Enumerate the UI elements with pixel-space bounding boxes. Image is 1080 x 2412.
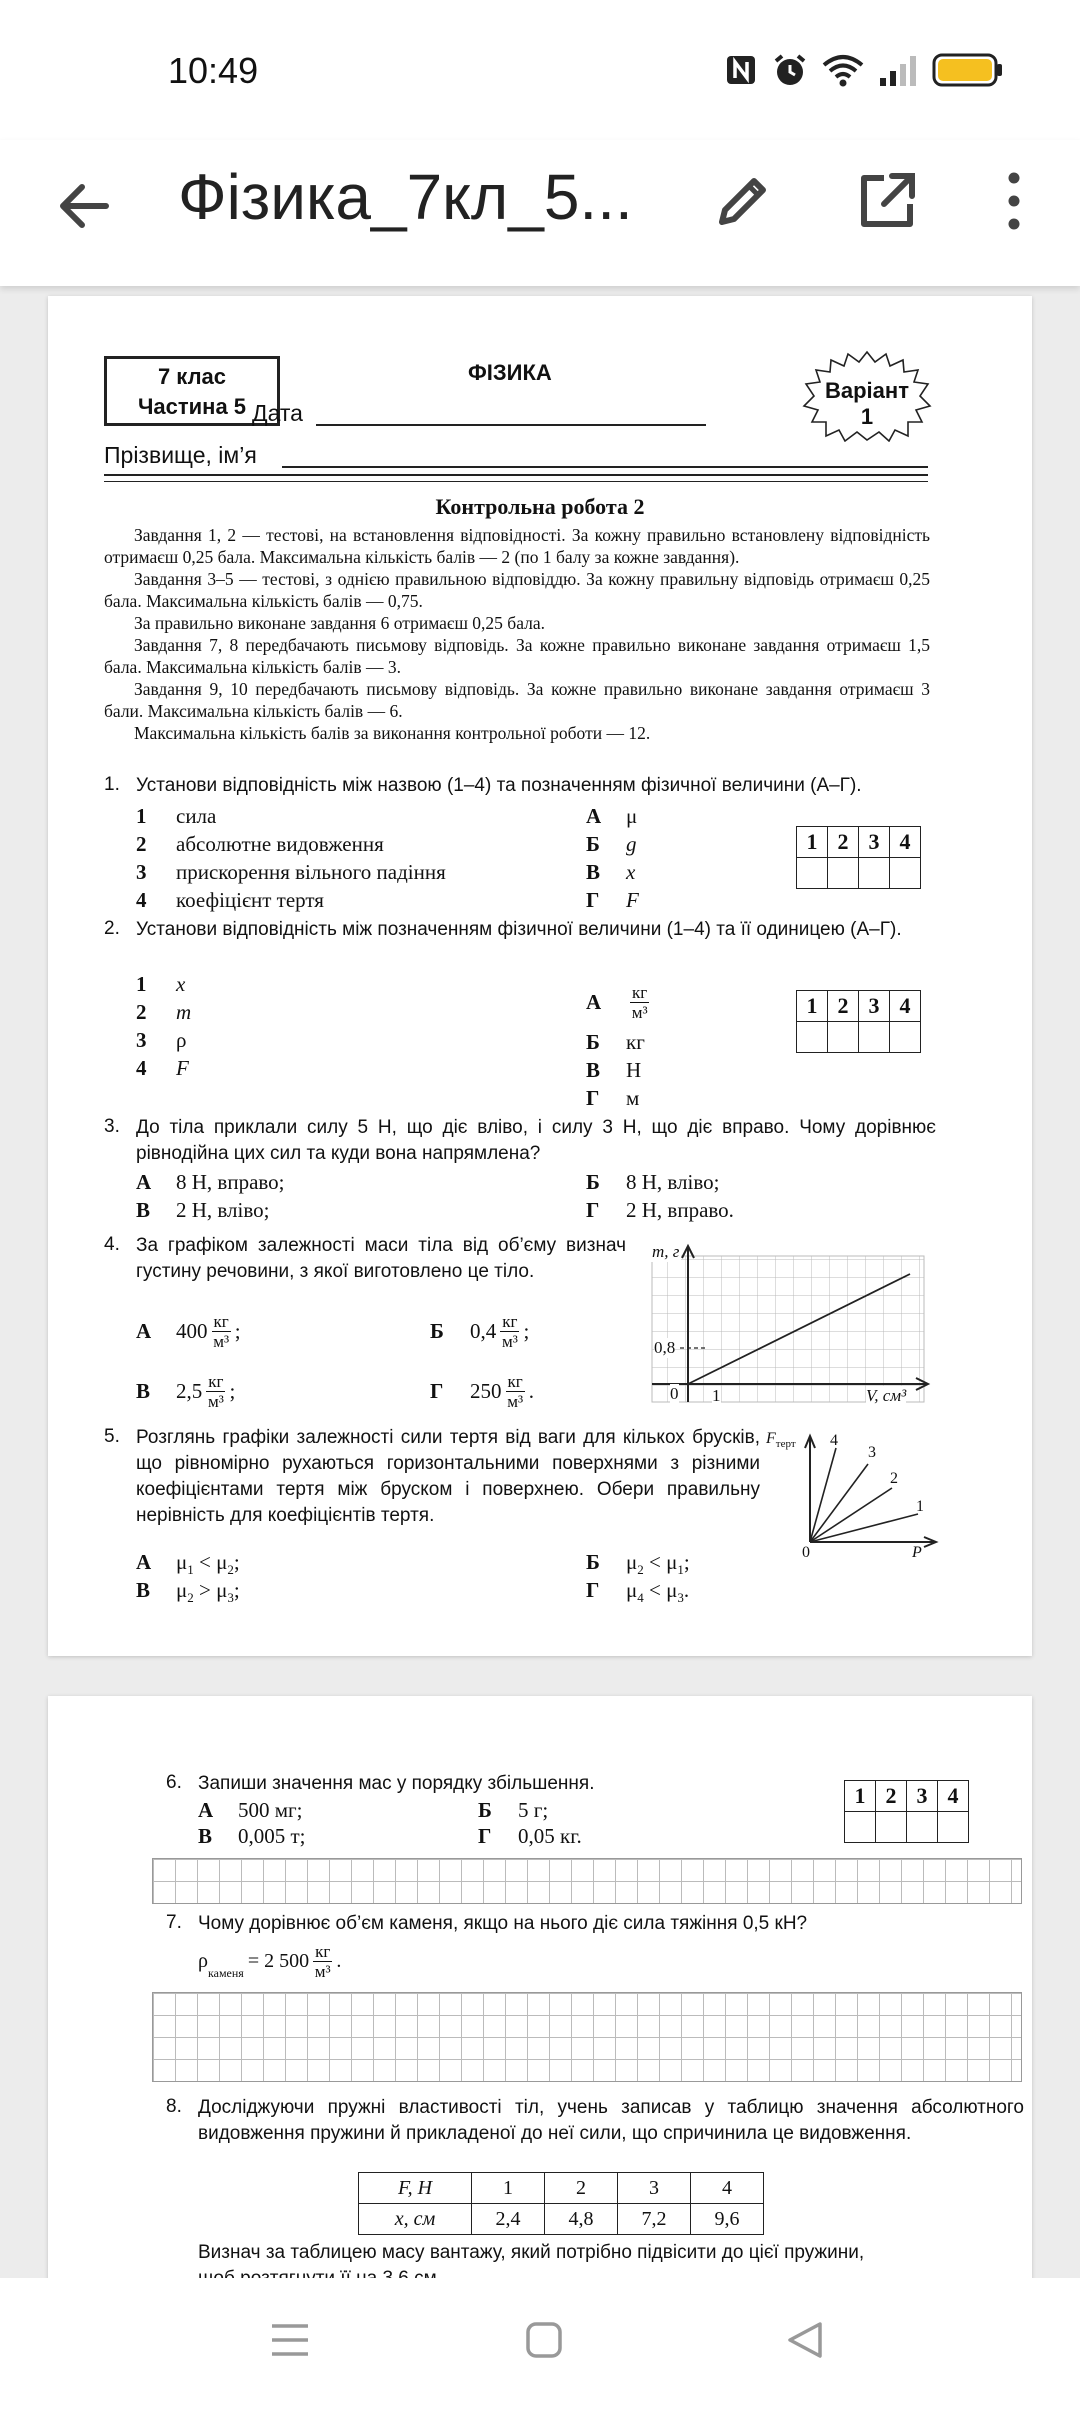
item-number: 2	[136, 1000, 147, 1024]
test-title: Контрольна робота 2	[435, 494, 645, 519]
wifi-icon	[822, 53, 864, 87]
alarm-icon	[772, 52, 808, 88]
q1-right-list	[586, 802, 639, 914]
grid-header: 2	[828, 827, 859, 858]
grid-header: 4	[938, 1781, 969, 1812]
answer-cell[interactable]	[828, 1022, 859, 1053]
variant-word: Варіант	[825, 378, 909, 403]
answer-option[interactable]	[136, 1198, 269, 1223]
option-symbol: μ	[626, 1578, 638, 1602]
item-number: 4	[136, 1056, 147, 1080]
item-letter: Г	[586, 888, 600, 912]
option-letter: Б	[478, 1798, 492, 1822]
item-letter: В	[586, 860, 601, 884]
answer-cell[interactable]	[797, 1022, 828, 1053]
item-text: сила	[176, 804, 217, 828]
question-text: Чому дорівнює об’єм каменя, якщо на нього діє сила тяжіння 0,5 кН?	[198, 1913, 808, 1934]
grid-header: 2	[876, 1781, 907, 1812]
grade-label: 7 клас	[157, 364, 227, 389]
answer-cell[interactable]	[890, 1022, 921, 1053]
table-cell: x, см	[359, 2204, 472, 2235]
answer-option[interactable]	[136, 1550, 240, 1578]
list-item	[136, 970, 191, 998]
unit-fraction	[313, 1942, 332, 1981]
option-letter: В	[136, 1578, 151, 1602]
instruction-paragraph: Завдання 3–5 — тестові, з однією правильною відповіддю. За кожну правильну відповідь отримаєш 0,25 бала. Максимальна кількість балів — 0,75.	[104, 569, 930, 611]
option-symbol: μ	[666, 1550, 678, 1574]
graph-line	[810, 1514, 918, 1542]
answer-option[interactable]	[136, 1312, 241, 1351]
answer-grid	[796, 826, 921, 889]
option-symbol: μ	[176, 1578, 188, 1602]
question-number: 7.	[166, 1912, 182, 1933]
answer-cell[interactable]	[890, 858, 921, 889]
option-subscript: 2	[227, 1562, 234, 1578]
fraction-numerator: кг	[315, 1942, 331, 1961]
fraction-denominator: м³	[507, 1392, 524, 1411]
item-text: ρ	[176, 1028, 187, 1052]
unit-fraction	[212, 1312, 231, 1351]
back-arrow-icon[interactable]	[54, 176, 114, 236]
option-letter: Б	[430, 1319, 444, 1343]
option-symbol: μ	[216, 1578, 228, 1602]
question-text: Запиши значення мас у порядку збільшення.	[198, 1773, 595, 1794]
item-number: 1	[136, 972, 147, 996]
answer-cell[interactable]	[938, 1812, 969, 1843]
item-letter: А	[586, 804, 602, 828]
option-subscript: 2	[637, 1562, 644, 1578]
more-options-icon[interactable]	[994, 170, 1034, 232]
grid-header: 1	[845, 1781, 876, 1812]
date-label: Дата	[252, 400, 303, 426]
option-text: 500 мг;	[238, 1798, 303, 1822]
instruction-paragraph: Завдання 7, 8 передбачають письмову відповідь. За кожне правильно виконане завдання отримаєш 1,5 бала. Максимальна кількість балів — 3.	[104, 635, 930, 677]
item-text: абсолютне видовження	[176, 832, 384, 856]
question-text: Досліджуючи пружні властивості тіл, учень записав у таблицю значення абсолютного видовження пружини й прикладеної до неї сили, що спричинила це видовження.	[198, 2097, 1024, 2144]
option-letter: А	[198, 1798, 214, 1822]
unit-fraction	[206, 1372, 225, 1411]
question-number: 4.	[104, 1234, 120, 1255]
formula-symbol: ρ	[198, 1950, 208, 1972]
instructions	[104, 524, 930, 744]
formula-end: .	[336, 1950, 342, 1972]
name-line	[282, 466, 928, 468]
graph-canvas	[650, 1242, 932, 1408]
y-axis-subscript: терт	[775, 1438, 796, 1451]
item-number: 2	[136, 832, 147, 856]
item-text: x	[626, 860, 636, 884]
unit-fraction	[630, 983, 649, 1022]
document-page-1	[48, 296, 1032, 1656]
option-end: ;	[233, 1578, 240, 1602]
table-cell: 3	[618, 2173, 691, 2204]
option-end: .	[683, 1578, 690, 1602]
answer-option[interactable]	[586, 1578, 689, 1606]
answer-option[interactable]	[478, 1824, 582, 1849]
option-subscript: 1	[187, 1562, 194, 1578]
status-icons	[724, 52, 1004, 88]
table-cell: 4	[691, 2173, 764, 2204]
instruction-paragraph: За правильно виконане завдання 6 отримаєш 0,25 бала.	[134, 613, 545, 633]
question-followup: Визнач за таблицею масу вантажу, який потрібно підвісити до цієї пружини,	[198, 2242, 865, 2263]
option-symbol: μ	[626, 1550, 638, 1574]
question-number: 5.	[104, 1426, 120, 1447]
list-item	[136, 886, 446, 914]
line-label: 2	[890, 1470, 898, 1487]
item-text: F	[176, 1056, 189, 1080]
option-text: 0,05 кг.	[518, 1824, 582, 1848]
question-text: До тіла приклали силу 5 Н, що діє вліво, і силу 3 Н, що діє вправо. Чому дорівнює рівнодійна цих сил та куди вона напрямлена?	[136, 1117, 936, 1164]
unit-fraction	[506, 1372, 525, 1411]
table-cell: 9,6	[691, 2204, 764, 2235]
x-axis-label: V, см³	[866, 1386, 907, 1405]
list-item	[136, 998, 191, 1026]
option-end: ;	[234, 1319, 241, 1343]
list-item	[586, 1028, 653, 1056]
question-text: За графіком залежності маси тіла від об’єму визнач густину речовини, з якої виготовлено це тіло.	[136, 1235, 626, 1282]
list-item	[586, 1084, 653, 1112]
table-cell: 4,8	[545, 2204, 618, 2235]
variant-number: 1	[860, 404, 874, 429]
x-axis-label: P	[912, 1544, 922, 1561]
grid-header: 4	[890, 827, 921, 858]
answer-grid	[844, 1780, 969, 1843]
grid-header: 3	[859, 827, 890, 858]
question-number: 1.	[104, 774, 120, 795]
option-value: 250	[470, 1379, 502, 1403]
list-item	[586, 830, 639, 858]
signal-icon	[878, 54, 918, 86]
answer-option[interactable]	[136, 1372, 235, 1411]
item-text: кг	[626, 1030, 645, 1054]
option-subscript: 1	[677, 1562, 684, 1578]
item-letter: Г	[586, 1086, 600, 1110]
option-letter: В	[198, 1824, 213, 1848]
grid-header: 2	[828, 991, 859, 1022]
instruction-paragraph: Завдання 1, 2 — тестові, на встановлення відповідності. За кожну правильно встановлену відповідність отримаєш 0,25 бала. Максимальна кількість балів — 2 (по 1 балу за кожне завдання).	[104, 525, 930, 567]
instruction-paragraph: Максимальна кількість балів за виконання контрольної роботи — 12.	[134, 723, 651, 743]
question-number: 2.	[104, 918, 120, 939]
variant-label	[802, 378, 932, 430]
answer-option[interactable]	[136, 1170, 285, 1195]
option-text: 2 Н, вправо.	[626, 1198, 734, 1222]
y-axis-letter: F	[766, 1430, 776, 1447]
option-subscript: 4	[637, 1590, 644, 1606]
fraction-denominator: м³	[314, 1962, 331, 1981]
answer-cell[interactable]	[859, 1022, 890, 1053]
option-letter: Г	[586, 1578, 600, 1602]
y-axis-label: m, г	[652, 1242, 680, 1261]
option-text: 0,005 т;	[238, 1824, 306, 1848]
density-formula	[198, 1942, 341, 1981]
fraction-denominator: м³	[501, 1332, 518, 1351]
item-text: g	[626, 832, 637, 856]
option-letter: Б	[586, 1550, 600, 1574]
list-item	[136, 802, 446, 830]
header-divider-2	[104, 481, 928, 482]
menu-icon[interactable]	[268, 2318, 312, 2362]
question-text: Установи відповідність між назвою (1–4) та позначенням фізичної величини (А–Г).	[136, 775, 862, 796]
answer-option[interactable]	[198, 1824, 306, 1849]
option-letter: А	[136, 1170, 152, 1194]
y-axis-label	[766, 1430, 796, 1450]
answer-option[interactable]	[198, 1798, 303, 1823]
fraction-numerator: кг	[632, 982, 648, 1002]
item-text: m	[176, 1000, 192, 1024]
option-value: 2,5	[176, 1379, 203, 1403]
line-label: 3	[868, 1444, 876, 1461]
answer-cell[interactable]	[845, 1812, 876, 1843]
question-number: 3.	[104, 1116, 120, 1137]
status-bar	[0, 0, 1080, 140]
option-text: 5 г;	[518, 1798, 549, 1822]
item-letter: В	[586, 1058, 601, 1082]
option-letter: Г	[430, 1379, 444, 1403]
list-item	[136, 858, 446, 886]
option-end: ;	[233, 1550, 240, 1574]
item-text: Н	[626, 1058, 642, 1082]
fraction-numerator: кг	[213, 1312, 229, 1331]
fraction-denominator: м³	[207, 1392, 224, 1411]
option-text: 2 Н, вліво;	[176, 1198, 270, 1222]
mass-volume-graph	[650, 1242, 932, 1408]
app-bar	[0, 140, 1080, 286]
option-letter: Г	[586, 1198, 600, 1222]
item-number: 3	[136, 860, 147, 884]
fraction-numerator: кг	[502, 1312, 518, 1331]
option-subscript: 3	[677, 1590, 684, 1606]
list-item	[586, 1056, 653, 1084]
back-icon[interactable]	[782, 2318, 826, 2362]
y-tick-label: 0,8	[654, 1338, 676, 1357]
option-letter: А	[136, 1319, 152, 1343]
option-letter: А	[136, 1550, 152, 1574]
list-item	[136, 1054, 191, 1082]
option-operator: <	[649, 1578, 661, 1602]
unit-fraction	[500, 1312, 519, 1351]
table-row	[359, 2204, 764, 2235]
option-operator: <	[649, 1550, 661, 1574]
option-end: .	[528, 1379, 534, 1403]
date-line	[316, 424, 706, 426]
option-symbol: μ	[666, 1578, 678, 1602]
answer-option[interactable]	[586, 1170, 719, 1195]
x-tick-label: 1	[712, 1386, 721, 1405]
instruction-paragraph: Завдання 9, 10 передбачають письмову відповідь. За кожне правильно виконане завдання отримаєш 3 бали. Максимальна кількість балів — 6.	[104, 679, 930, 721]
origin-label: 0	[670, 1384, 679, 1403]
option-value: 400	[176, 1319, 208, 1343]
q1-left-list	[136, 802, 446, 914]
part-label: Частина 5	[137, 394, 247, 419]
friction-graph	[766, 1430, 942, 1566]
option-operator: >	[199, 1578, 211, 1602]
q2-right-list	[586, 976, 653, 1112]
graph-line	[810, 1464, 868, 1542]
table-cell: 2,4	[472, 2204, 545, 2235]
item-text: м	[626, 1086, 640, 1110]
table-cell: F, Н	[359, 2173, 472, 2204]
list-item	[136, 1026, 191, 1054]
formula-value: = 2 500	[247, 1950, 310, 1972]
list-item	[586, 976, 653, 1028]
answer-cell[interactable]	[797, 858, 828, 889]
item-text: F	[626, 888, 639, 912]
option-symbol: μ	[216, 1550, 228, 1574]
formula-subscript: каменя	[207, 1966, 244, 1980]
grid-header: 3	[859, 991, 890, 1022]
item-text: μ	[626, 804, 638, 828]
option-text: 8 Н, вправо;	[176, 1170, 285, 1194]
answer-cell[interactable]	[876, 1812, 907, 1843]
q2-left-list	[136, 970, 191, 1082]
list-item	[136, 830, 446, 858]
item-text: коефіцієнт тертя	[176, 888, 324, 912]
question-number: 8.	[166, 2096, 182, 2117]
item-letter: Б	[586, 832, 600, 856]
status-time: 10:49	[168, 50, 259, 91]
y-axis	[805, 1436, 815, 1542]
nfc-icon	[724, 53, 758, 87]
line-label: 4	[830, 1432, 838, 1449]
header-divider-1	[104, 474, 928, 476]
table-row	[359, 2173, 764, 2204]
answer-cell[interactable]	[859, 858, 890, 889]
table-cell: 2	[545, 2173, 618, 2204]
document-page-2	[48, 1696, 1032, 2296]
answer-cell[interactable]	[907, 1812, 938, 1843]
answer-cell[interactable]	[828, 858, 859, 889]
question-text: Розглянь графіки залежності сили тертя від ваги для кількох брусків, що рівномірно рухаються горизонтальними поверхнями з різними коефіцієнтами тертя між бруском і поверхнею. Обери правильну нерівність для коефіцієнтів тертя.	[136, 1427, 760, 1526]
answer-field[interactable]	[152, 1992, 1022, 2082]
grid-header: 4	[890, 991, 921, 1022]
answer-field[interactable]	[152, 1858, 1022, 1904]
option-letter: В	[136, 1379, 151, 1403]
line-label: 1	[916, 1498, 924, 1515]
fraction-numerator: кг	[507, 1372, 523, 1391]
item-text: x	[176, 972, 186, 996]
grid-header: 1	[797, 991, 828, 1022]
navigation-bar	[0, 2278, 1080, 2412]
answer-option[interactable]	[478, 1798, 548, 1823]
item-letter: А	[586, 990, 602, 1014]
answer-grid	[796, 990, 921, 1053]
option-letter: Г	[478, 1824, 492, 1848]
answer-option[interactable]	[136, 1578, 240, 1606]
question-text: Установи відповідність між позначенням фізичної величини (1–4) та її одиницею (А–Г).	[136, 919, 902, 940]
item-text: прискорення вільного падіння	[176, 860, 446, 884]
option-end: ;	[523, 1319, 530, 1343]
table-cell: 1	[472, 2173, 545, 2204]
option-letter: Б	[586, 1170, 600, 1194]
item-number: 1	[136, 804, 147, 828]
option-text: 8 Н, вліво;	[626, 1170, 720, 1194]
item-number: 3	[136, 1028, 147, 1052]
grid-header: 3	[907, 1781, 938, 1812]
subject-title: ФІЗИКА	[468, 360, 552, 385]
data-table	[358, 2172, 764, 2235]
fraction-denominator: м³	[213, 1332, 230, 1351]
option-symbol: μ	[176, 1550, 188, 1574]
home-icon[interactable]	[524, 2320, 564, 2360]
origin-label: 0	[802, 1544, 810, 1561]
table-cell: 7,2	[618, 2204, 691, 2235]
list-item	[586, 802, 639, 830]
answer-option[interactable]	[430, 1372, 534, 1411]
pencil-icon[interactable]	[712, 170, 774, 232]
document-title: Фізика_7кл_5...	[178, 161, 633, 233]
answer-option[interactable]	[586, 1198, 734, 1223]
list-item	[586, 886, 639, 914]
name-label: Прізвище, ім’я	[104, 442, 257, 468]
answer-option[interactable]	[586, 1550, 690, 1578]
fraction-numerator: кг	[208, 1372, 224, 1391]
option-subscript: 3	[227, 1590, 234, 1606]
answer-option[interactable]	[430, 1312, 529, 1351]
fraction-denominator: м³	[631, 1002, 648, 1022]
item-letter: Б	[586, 1030, 600, 1054]
option-letter: В	[136, 1198, 151, 1222]
question-number: 6.	[166, 1772, 182, 1793]
option-subscript: 2	[187, 1590, 194, 1606]
open-external-icon[interactable]	[856, 170, 918, 232]
list-item	[586, 858, 639, 886]
option-value: 0,4	[470, 1319, 497, 1343]
option-end: ;	[683, 1550, 690, 1574]
option-operator: <	[199, 1550, 211, 1574]
grid-header: 1	[797, 827, 828, 858]
battery-icon	[932, 52, 1004, 88]
option-end: ;	[229, 1379, 236, 1403]
item-number: 4	[136, 888, 147, 912]
